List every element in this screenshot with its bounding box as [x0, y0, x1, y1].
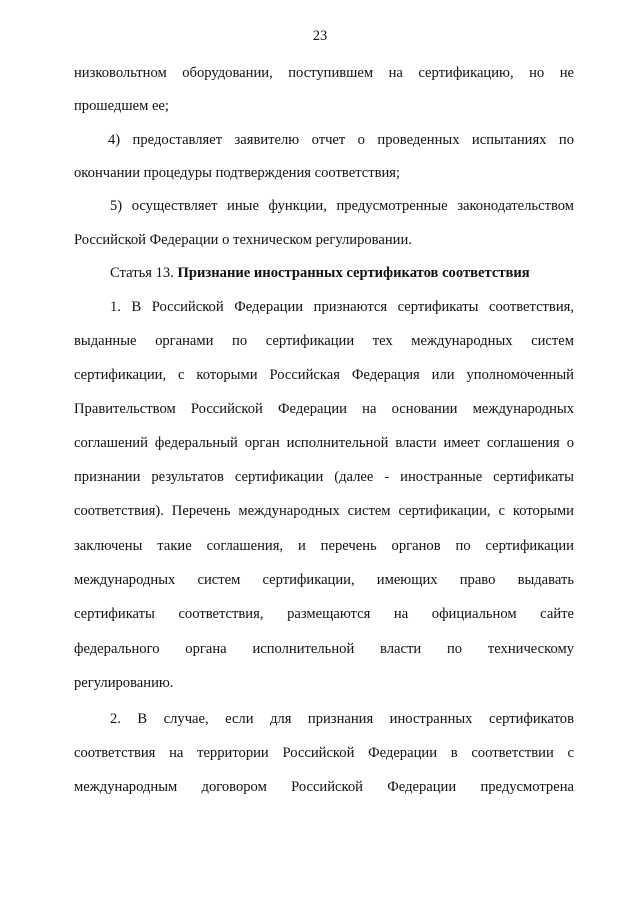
list-item-4: 4) предоставляет заявителю отчет о проведенных испытаниях по: [108, 132, 574, 148]
text-line: регулированию.: [74, 675, 174, 691]
text-line: федерального органа исполнительной власти по техническому: [74, 641, 574, 657]
article-heading: [110, 264, 530, 282]
text-line: признании результатов сертификации (далее - иностранные сертификаты: [74, 469, 574, 485]
text-line: прошедшем ее;: [74, 98, 169, 114]
text-line: сертификаты соответствия, размещаются на официальном сайте: [74, 606, 574, 622]
text-line: заключены такие соглашения, и перечень органов по сертификации: [74, 538, 574, 554]
text-line: выданные органами по сертификации тех международных систем: [74, 333, 574, 349]
text-line: сертификации, с которыми Российская Федерация или уполномоченный: [74, 367, 574, 383]
text-line: соответствия на территории Российской Федерации в соответствии с: [74, 745, 574, 761]
text-line: низковольтном оборудовании, поступившем на сертификацию, но не: [74, 65, 574, 81]
article-title: Признание иностранных сертификатов соответствия: [177, 265, 530, 281]
paragraph-2-start: 2. В случае, если для признания иностранных сертификатов: [110, 711, 574, 727]
text-line: международных систем сертификации, имеющих право выдавать: [74, 572, 574, 588]
text-line: международным договором Российской Федерации предусмотрена: [74, 779, 574, 795]
list-item-5: 5) осуществляет иные функции, предусмотренные законодательством: [110, 198, 574, 214]
text-line: Российской Федерации о техническом регулировании.: [74, 232, 412, 248]
text-line: Правительством Российской Федерации на основании международных: [74, 401, 574, 417]
page-number: 23: [312, 28, 328, 44]
text-line: окончании процедуры подтверждения соответствия;: [74, 165, 401, 181]
article-prefix: Статья 13.: [110, 265, 174, 281]
paragraph-1-start: 1. В Российской Федерации признаются сертификаты соответствия,: [110, 299, 574, 315]
text-line: соответствия). Перечень международных систем сертификации, с которыми: [74, 503, 574, 519]
text-line: соглашений федеральный орган исполнительной власти имеет соглашения о: [74, 435, 574, 451]
